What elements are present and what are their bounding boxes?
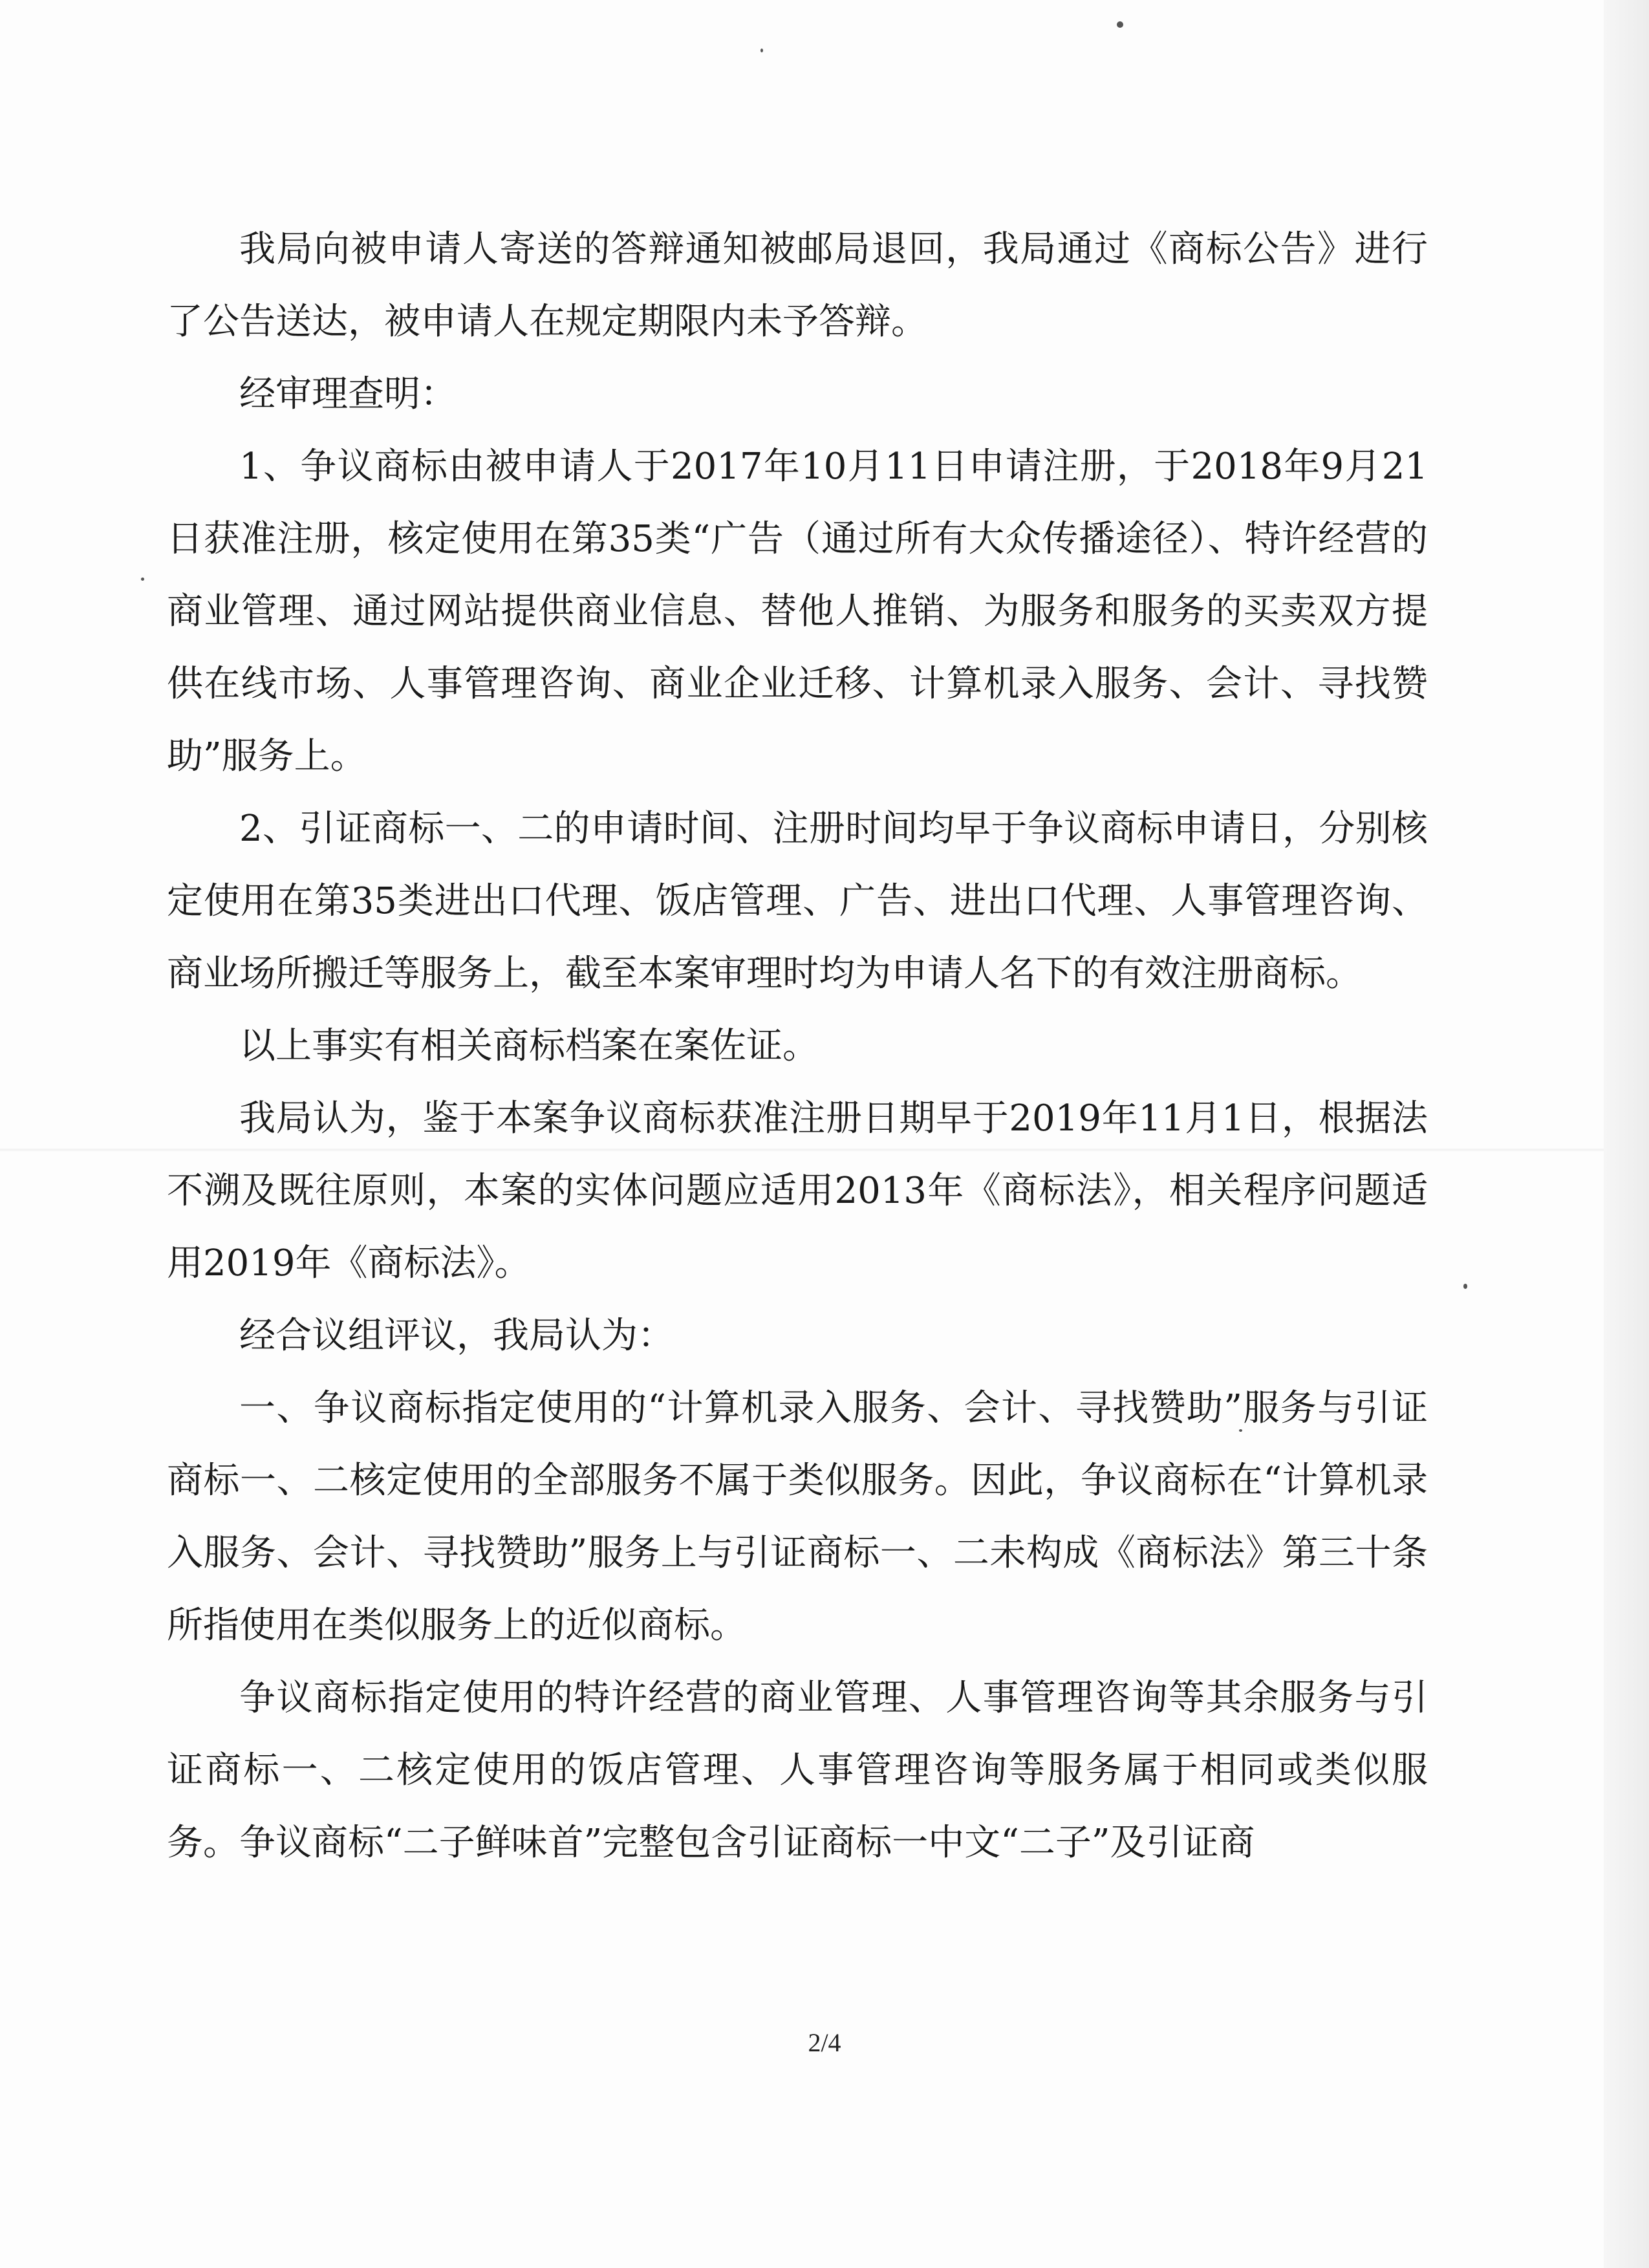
paragraph-opinion-1: 一、争议商标指定使用的“计算机录入服务、会计、寻找赞助”服务与引证商标一、二核定使用的全部服务不属于类似服务。因此，争议商标在“计算机录入服务、会计、寻找赞助”服务上与引证商标一、二未构成《商标法》第三十条所指使用在类似服务上的近似商标。 [167, 1387, 1428, 1647]
paragraph-findings-heading: 经审理查明： [239, 373, 457, 415]
paragraph-panel-opinion: 经合议组评议，我局认为： [239, 1315, 674, 1357]
paragraph-finding-2: 2、引证商标一、二的申请时间、注册时间均早于争议商标申请日，分别核定使用在第35类进出口代理、饭店管理、广告、进出口代理、人事管理咨询、商业场所搬迁等服务上，截至本案审理时均为申请人名下的有效注册商标。 [167, 808, 1428, 995]
paragraph-opinion-2: 争议商标指定使用的特许经营的商业管理、人事管理咨询等其余服务与引证商标一、二核定使用的饭店管理、人事管理咨询等服务属于相同或类似服务。争议商标“二子鲜味首”完整包含引证商标一中文“二子”及引证商 [167, 1677, 1428, 1864]
scan-speck [1117, 21, 1123, 28]
scan-edge-shadow [1604, 0, 1649, 2268]
paragraph-applicable-law: 我局认为，鉴于本案争议商标获准注册日期早于2019年11月1日，根据法不溯及既往原则，本案的实体问题应适用2013年《商标法》，相关程序问题适用2019年《商标法》。 [167, 1097, 1428, 1284]
scan-speck [1463, 1284, 1467, 1289]
paragraph-evidence: 以上事实有相关商标档案在案佐证。 [239, 1025, 819, 1067]
scan-speck [760, 49, 763, 52]
page-number: 2/4 [808, 2028, 841, 2057]
paragraph-notice: 我局向被申请人寄送的答辩通知被邮局退回，我局通过《商标公告》进行了公告送达，被申请人在规定期限内未予答辩。 [167, 228, 1428, 343]
scan-speck [141, 578, 144, 581]
document-body [167, 213, 1428, 1879]
paragraph-finding-1: 1、争议商标由被申请人于2017年10月11日申请注册，于2018年9月21日获准注册，核定使用在第35类“广告（通过所有大众传播途径）、特许经营的商业管理、通过网站提供商业信息、替他人推销、为服务和服务的买卖双方提供在线市场、人事管理咨询、商业企业迁移、计算机录入服务、会计、寻找赞助”服务上。 [167, 446, 1428, 777]
